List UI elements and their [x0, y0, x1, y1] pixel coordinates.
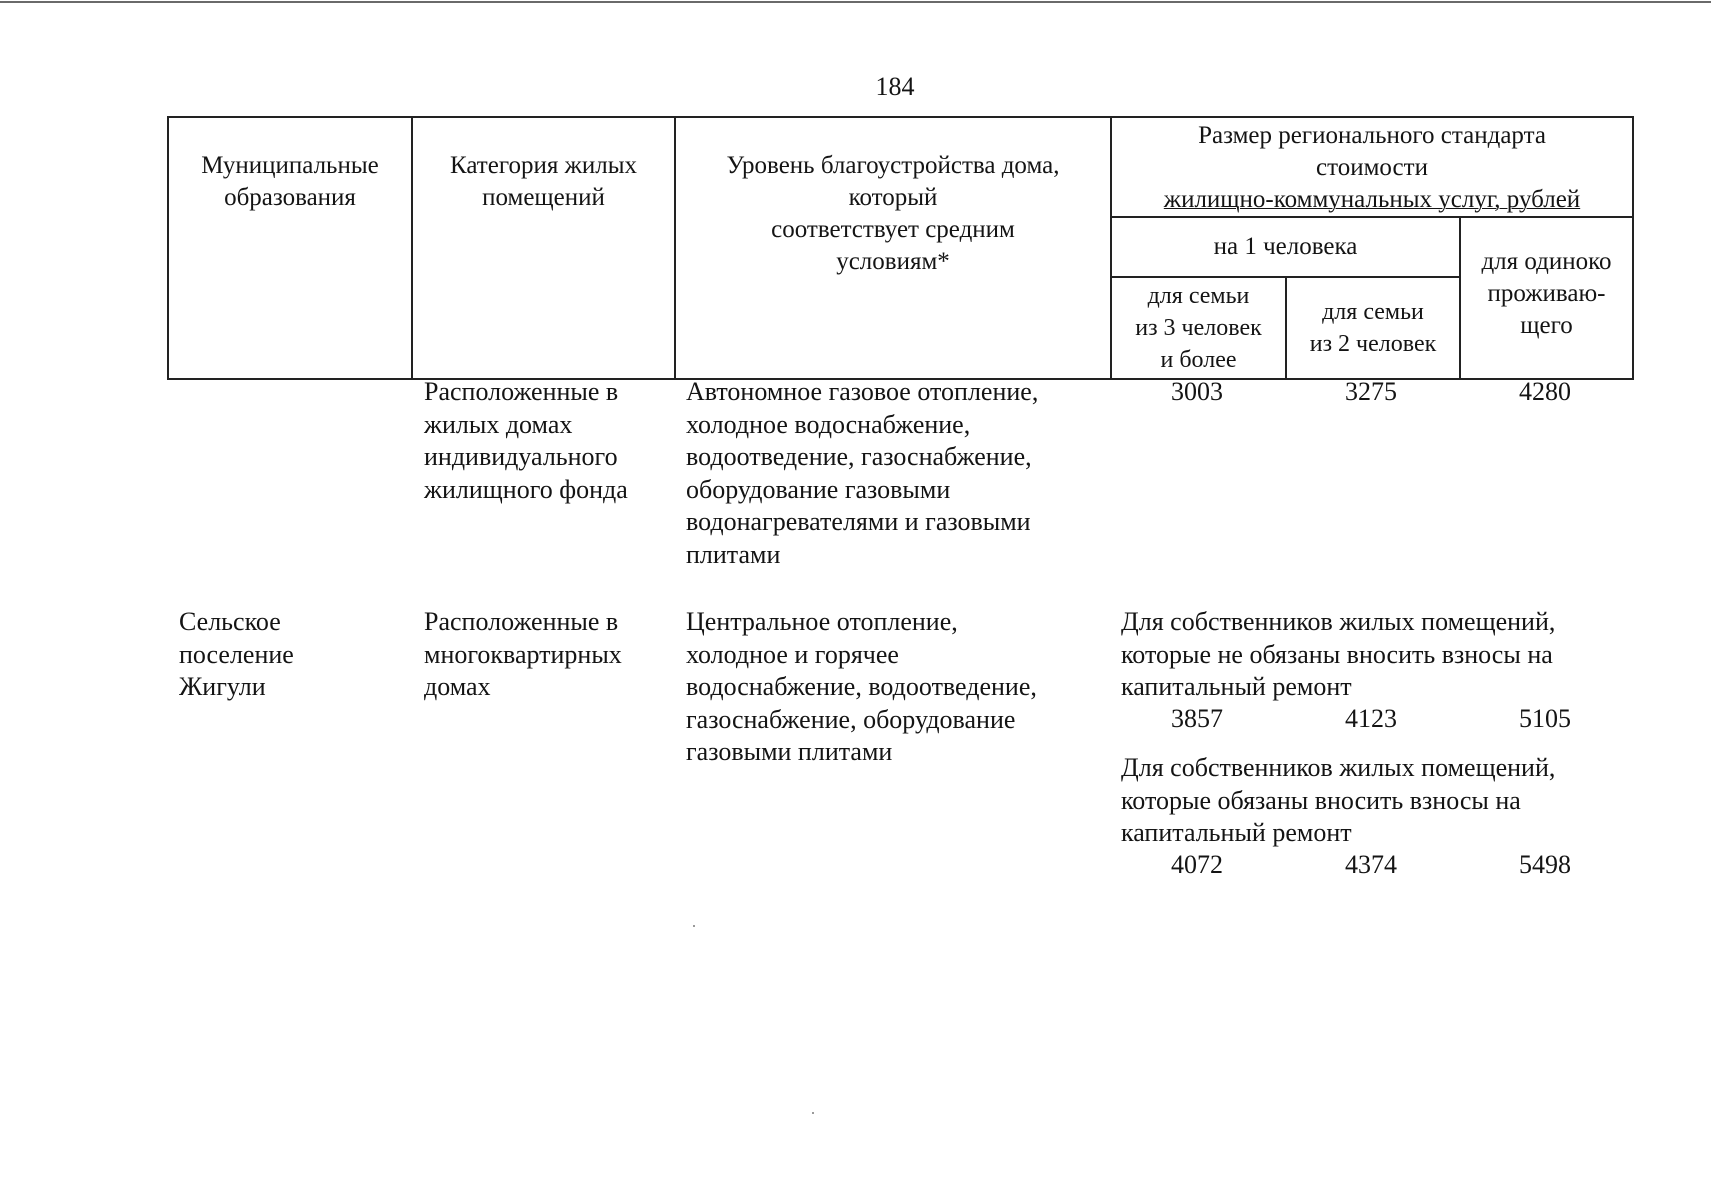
row2-group1-value-family-2: 4123 [1345, 704, 1397, 733]
table-header [167, 116, 1634, 380]
row2-group2-value-family-2: 4374 [1345, 850, 1397, 879]
page-number: 184 [875, 72, 915, 101]
header-standard-size-line3: жилищно-коммунальных услуг, рублей [1163, 186, 1581, 213]
scan-speck [693, 925, 695, 927]
header-category: Категория жилых помещений [412, 117, 675, 379]
row1-value-single: 4280 [1519, 377, 1571, 406]
row2-group1-value-single: 5105 [1519, 704, 1571, 733]
row2-group2-value-family-3: 4072 [1171, 850, 1223, 879]
row1-category: Расположенные в жилых домах индивидуального жилищного фонда [424, 377, 628, 504]
row2-group1-label: Для собственников жилых помещений, которые не обязаны вносить взносы на капитальный ремонт [1121, 607, 1556, 701]
row1-level: Автономное газовое отопление, холодное водоснабжение, водоотведение, газоснабжение, оборудование газовыми водонагревателями и газовыми плитами [686, 377, 1039, 569]
header-family-3: для семьи из 3 человек и более [1111, 277, 1286, 379]
row2-group2-label: Для собственников жилых помещений, которые обязаны вносить взносы на капитальный ремонт [1121, 753, 1556, 847]
row2-category: Расположенные в многоквартирных домах [424, 607, 622, 701]
row1-value-family-2: 3275 [1345, 377, 1397, 406]
row2-group2-value-single: 5498 [1519, 850, 1571, 879]
header-per-person: на 1 человека [1111, 217, 1460, 277]
header-level: Уровень благоустройства дома, который соответствует средним условиям* [675, 117, 1111, 379]
row2-group1-value-family-3: 3857 [1171, 704, 1223, 733]
row1-value-family-3: 3003 [1171, 377, 1223, 406]
scan-speck [812, 1112, 814, 1114]
header-standard-size [1111, 117, 1633, 217]
scan-edge-line [0, 1, 1711, 3]
header-standard-size-line2: стоимости [1316, 154, 1428, 181]
row2-level: Центральное отопление, холодное и горячее водоснабжение, водоотведение, газоснабжение, оборудование газовыми плитами [686, 607, 1037, 766]
row2-municipality: Сельское поселение Жигули [179, 607, 294, 701]
header-municipality: Муниципальные образования [168, 117, 412, 379]
header-family-2: для семьи из 2 человек [1286, 277, 1460, 379]
header-single-resident: для одиноко проживаю- щего [1460, 217, 1633, 379]
header-standard-size-line1: Размер регионального стандарта [1198, 122, 1546, 149]
